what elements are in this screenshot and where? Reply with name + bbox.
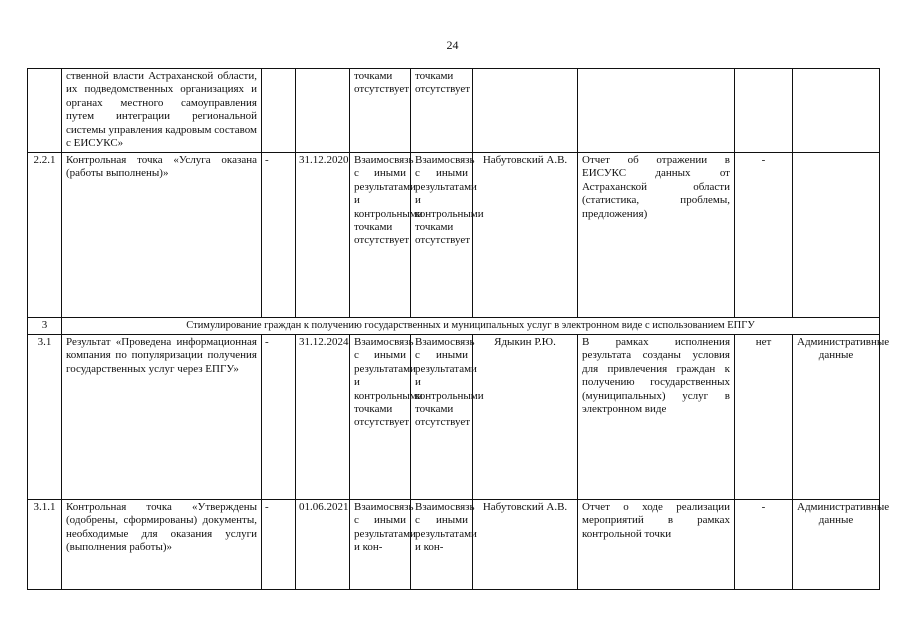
table-row (28, 153, 880, 318)
row-flag: - (735, 500, 793, 590)
row-source (793, 69, 880, 153)
row-flag: нет (735, 335, 793, 500)
table-row (28, 69, 880, 153)
row-start: - (262, 335, 296, 500)
row-end: 31.12.2020 (296, 153, 350, 318)
row-end: 01.06.2021 (296, 500, 350, 590)
row-result (578, 69, 735, 153)
row-result: Отчет о ходе реализации мероприятий в рамках контрольной точки (578, 500, 735, 590)
row-link-previous: Взаимосвязь с иными результатами и контрольными точками отсутствует (350, 153, 411, 318)
row-responsible: Ядыкин Р.Ю. (473, 335, 578, 500)
row-name: Контрольная точка «Утверждены (одобрены, сформированы) документы, необходимые для оказания услуги (выполнения работы)» (62, 500, 262, 590)
row-end (296, 69, 350, 153)
row-link-next: Взаимосвязь с иными результатами и кон- (411, 500, 473, 590)
row-end: 31.12.2024 (296, 335, 350, 500)
row-link-previous: Взаимосвязь с иными результатами и кон- (350, 500, 411, 590)
row-start (262, 69, 296, 153)
row-flag: - (735, 153, 793, 318)
row-source: Административные данные (793, 500, 880, 590)
row-link-next: точками отсутствует (411, 69, 473, 153)
section-row (28, 318, 880, 335)
row-name: ственной власти Астраханской области, их подведомственных организациях и органах местного самоуправления путем интеграции региональной системы управления кадровым составом с ЕИСУКС» (62, 69, 262, 153)
row-link-next: Взаимосвязь с иными результатами и контрольными точками отсутствует (411, 335, 473, 500)
row-responsible: Набутовский А.В. (473, 500, 578, 590)
row-source: Административные данные (793, 335, 880, 500)
row-number: 2.2.1 (28, 153, 62, 318)
row-name: Контрольная точка «Услуга оказана (работы выполнены)» (62, 153, 262, 318)
row-source (793, 153, 880, 318)
row-result: Отчет об отражении в ЕИСУКС данных от Астраханской области (статистика, проблемы, предложения) (578, 153, 735, 318)
section-title: Стимулирование граждан к получению государственных и муниципальных услуг в электронном виде с использованием ЕПГУ (62, 318, 880, 335)
section-number: 3 (28, 318, 62, 335)
row-link-next: Взаимосвязь с иными результатами и контрольными точками отсутствует (411, 153, 473, 318)
row-link-previous: точками отсутствует (350, 69, 411, 153)
plan-table (27, 68, 890, 590)
row-number: 3.1.1 (28, 500, 62, 590)
table-row (28, 335, 880, 500)
row-link-previous: Взаимосвязь с иными результатами и контрольными точками отсутствует (350, 335, 411, 500)
row-flag (735, 69, 793, 153)
row-number (28, 69, 62, 153)
row-responsible: Набутовский А.В. (473, 153, 578, 318)
row-result: В рамках исполнения результата созданы условия для привлечения граждан к получению государственных (муниципальных) услуг в электронном виде (578, 335, 735, 500)
row-responsible (473, 69, 578, 153)
table-row (28, 500, 880, 590)
row-start: - (262, 500, 296, 590)
row-number: 3.1 (28, 335, 62, 500)
page-number: 24 (446, 38, 459, 52)
row-start: - (262, 153, 296, 318)
row-name: Результат «Проведена информационная компания по популяризации получения государственных услуг через ЕПГУ» (62, 335, 262, 500)
